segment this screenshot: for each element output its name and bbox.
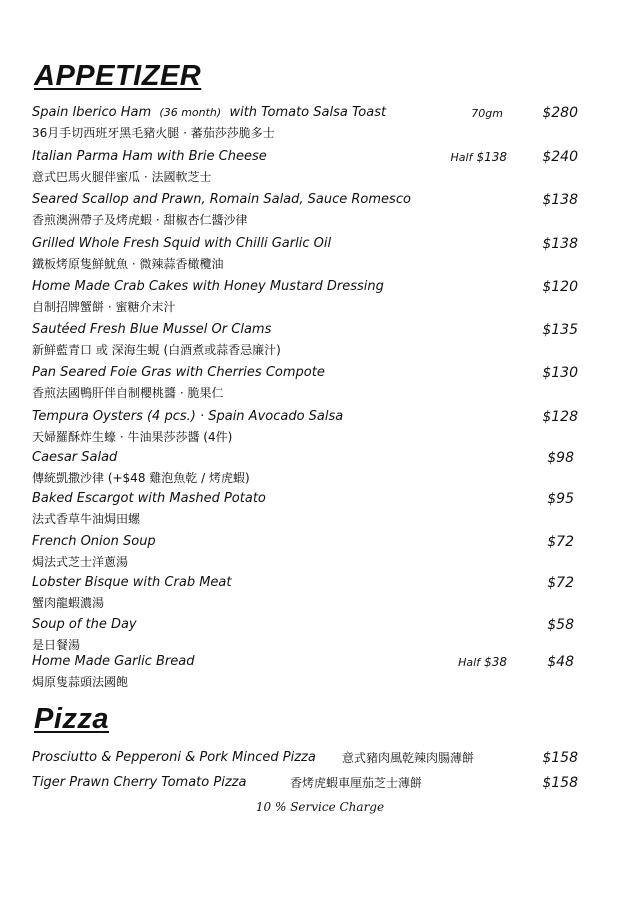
item-name-en: French Onion Soup <box>32 534 156 549</box>
appetizer-section-title: APPETIZER <box>34 60 202 92</box>
menu-item <box>32 449 592 491</box>
item-price: $138 <box>542 192 578 208</box>
item-name-zh: 鐵板烤原隻鮮魷魚 · 微辣蒜香橄欖油 <box>32 257 224 271</box>
item-name-zh: 焗法式芝士洋蔥湯 <box>32 555 129 569</box>
item-price: $98 <box>547 450 574 466</box>
item-price: $240 <box>542 149 578 165</box>
item-name-en: Home Made Garlic Bread <box>32 654 195 669</box>
item-price: $280 <box>542 105 578 121</box>
item-name-zh: 自制招牌蟹餅 · 蜜糖介末汁 <box>32 300 176 314</box>
item-name-zh: 是日餐湯 <box>32 638 81 652</box>
menu-item <box>32 574 592 616</box>
item-portion: 70gm <box>471 107 503 120</box>
item-name-en: Grilled Whole Fresh Squid with Chilli Garlic Oil <box>32 236 332 251</box>
item-price: $72 <box>547 534 574 550</box>
item-name-en: Tempura Oysters (4 pcs.) · Spain Avocado Salsa <box>32 409 344 424</box>
menu-item <box>32 191 592 233</box>
item-price: $135 <box>542 322 578 338</box>
menu-item <box>32 653 592 695</box>
item-name-zh: 傳統凱撒沙律 (+$48 雞泡魚乾 / 烤虎蝦) <box>32 471 250 485</box>
menu-item <box>32 148 592 190</box>
item-name-en: Sautéed Fresh Blue Mussel Or Clams <box>32 322 272 337</box>
item-name-en: Home Made Crab Cakes with Honey Mustard Dressing <box>32 279 384 294</box>
item-name-en: Baked Escargot with Mashed Potato <box>32 491 266 506</box>
item-half-price: Half $38 <box>458 655 507 669</box>
menu-item <box>32 104 592 146</box>
menu-item <box>32 321 592 363</box>
menu-item <box>32 749 592 769</box>
item-name-zh: 意式豬肉風乾辣肉腸薄餅 <box>342 751 475 765</box>
item-price: $138 <box>542 236 578 252</box>
item-price: $158 <box>542 775 578 791</box>
menu-item <box>32 490 592 532</box>
item-name-en: Spain Iberico Ham (36 month) with Tomato Salsa Toast <box>32 105 387 120</box>
item-name-zh: 焗原隻蒜頭法國飽 <box>32 675 129 689</box>
item-price: $95 <box>547 491 574 507</box>
item-name-zh: 36月手切西班牙黑毛豬火腿 · 蕃茄莎莎脆多士 <box>32 126 275 140</box>
menu-item <box>32 408 592 450</box>
menu-item <box>32 235 592 277</box>
item-name-zh: 天婦羅酥炸生蠔 · 牛油果莎莎醬 (4件) <box>32 430 233 444</box>
item-price: $128 <box>542 409 578 425</box>
item-half-price: Half $138 <box>450 150 507 164</box>
item-name-en: Caesar Salad <box>32 450 118 465</box>
item-name-zh: 蟹肉龍蝦濃湯 <box>32 596 105 610</box>
item-name-en: Pan Seared Foie Gras with Cherries Compote <box>32 365 325 380</box>
item-name-en: Seared Scallop and Prawn, Romain Salad, Sauce Romesco <box>32 192 411 207</box>
service-charge-note: 10 % Service Charge <box>255 800 385 814</box>
item-name-zh: 意式巴馬火腿伴蜜瓜 · 法國軟芝士 <box>32 170 212 184</box>
item-price: $48 <box>547 654 574 670</box>
item-name-zh: 香煎法國鴨肝伴自制櫻桃醬 · 脆果仁 <box>32 386 224 400</box>
item-price: $158 <box>542 750 578 766</box>
item-price: $72 <box>547 575 574 591</box>
item-name-zh: 香煎澳洲帶子及烤虎蝦 · 甜椒杏仁醬沙律 <box>32 213 248 227</box>
item-name-zh: 新鮮藍青口 或 深海生蜆 (白酒煮或蒜香忌廉汁) <box>32 343 281 357</box>
item-name-en: Soup of the Day <box>32 617 137 632</box>
menu-item <box>32 364 592 406</box>
item-price: $120 <box>542 279 578 295</box>
item-name-zh: 香烤虎蝦車厘茄芝士薄餅 <box>290 776 423 790</box>
menu-item <box>32 774 592 794</box>
item-name-zh: 法式香草牛油焗田螺 <box>32 512 141 526</box>
item-name-en: Italian Parma Ham with Brie Cheese <box>32 149 267 164</box>
item-name-en: Prosciutto & Pepperoni & Pork Minced Pizza <box>32 750 316 765</box>
menu-item <box>32 616 592 658</box>
item-name-en: Tiger Prawn Cherry Tomato Pizza <box>32 775 247 790</box>
item-price: $130 <box>542 365 578 381</box>
item-price: $58 <box>547 617 574 633</box>
pizza-section-title: Pizza <box>34 703 110 735</box>
menu-item <box>32 278 592 320</box>
item-note: (36 month) <box>159 106 222 119</box>
item-name-en: Lobster Bisque with Crab Meat <box>32 575 232 590</box>
menu-item <box>32 533 592 575</box>
